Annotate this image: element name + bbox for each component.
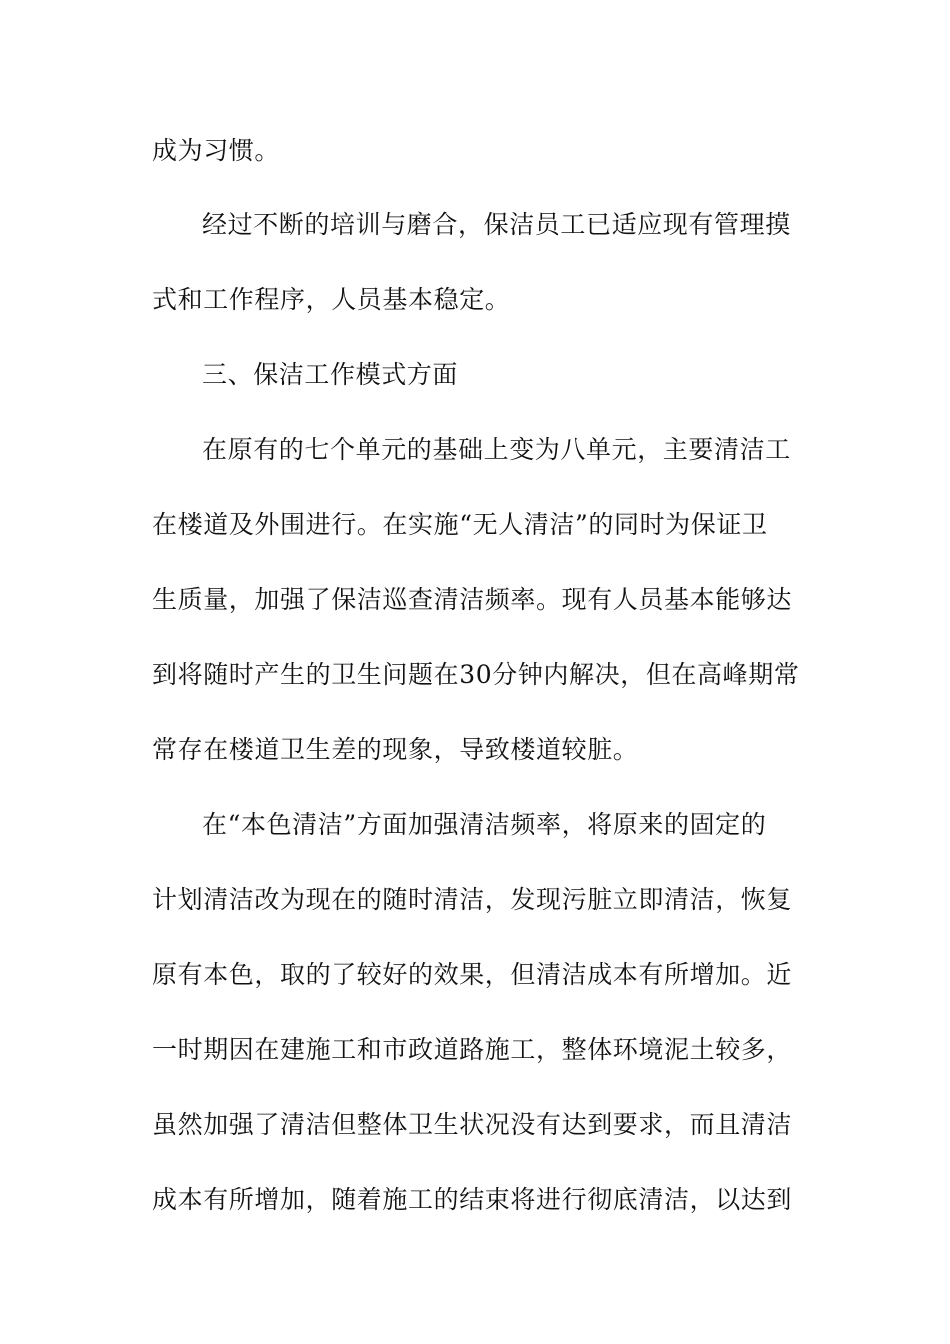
text-line: 成本有所增加，随着施工的结束将进行彻底清洁，以达到 bbox=[152, 1185, 793, 1214]
paragraph-start-line: 在原有的七个单元的基础上变为八单元，主要清洁工 bbox=[202, 435, 791, 464]
text-line: 计划清洁改为现在的随时清洁，发现污脏立即清洁，恢复 bbox=[152, 885, 793, 914]
text-line: 成为习惯。 bbox=[152, 136, 281, 165]
text-line: 虽然加强了清洁但整体卫生状况没有达到要求，而且清洁 bbox=[152, 1110, 793, 1139]
text-line: 在楼道及外围进行。在实施“无人清洁”的同时为保证卫 bbox=[152, 510, 768, 539]
text-line: 式和工作程序，人员基本稳定。 bbox=[152, 285, 511, 314]
text-line: 生质量，加强了保洁巡查清洁频率。现有人员基本能够达 bbox=[152, 585, 793, 614]
paragraph-start-line: 在“本色清洁”方面加强清洁频率，将原来的固定的 bbox=[202, 810, 767, 839]
section-heading: 三、保洁工作模式方面 bbox=[202, 360, 459, 389]
text-line: 一时期因在建施工和市政道路施工，整体环境泥土较多， bbox=[152, 1035, 793, 1064]
text-line: 常存在楼道卫生差的现象，导致楼道较脏。 bbox=[152, 735, 639, 764]
paragraph-start-line: 经过不断的培训与磨合，保洁员工已适应现有管理摸 bbox=[202, 210, 791, 239]
text-line: 原有本色，取的了较好的效果，但清洁成本有所增加。近 bbox=[152, 960, 793, 989]
text-line: 到将随时产生的卫生问题在30分钟内解决，但在高峰期常 bbox=[152, 660, 800, 689]
